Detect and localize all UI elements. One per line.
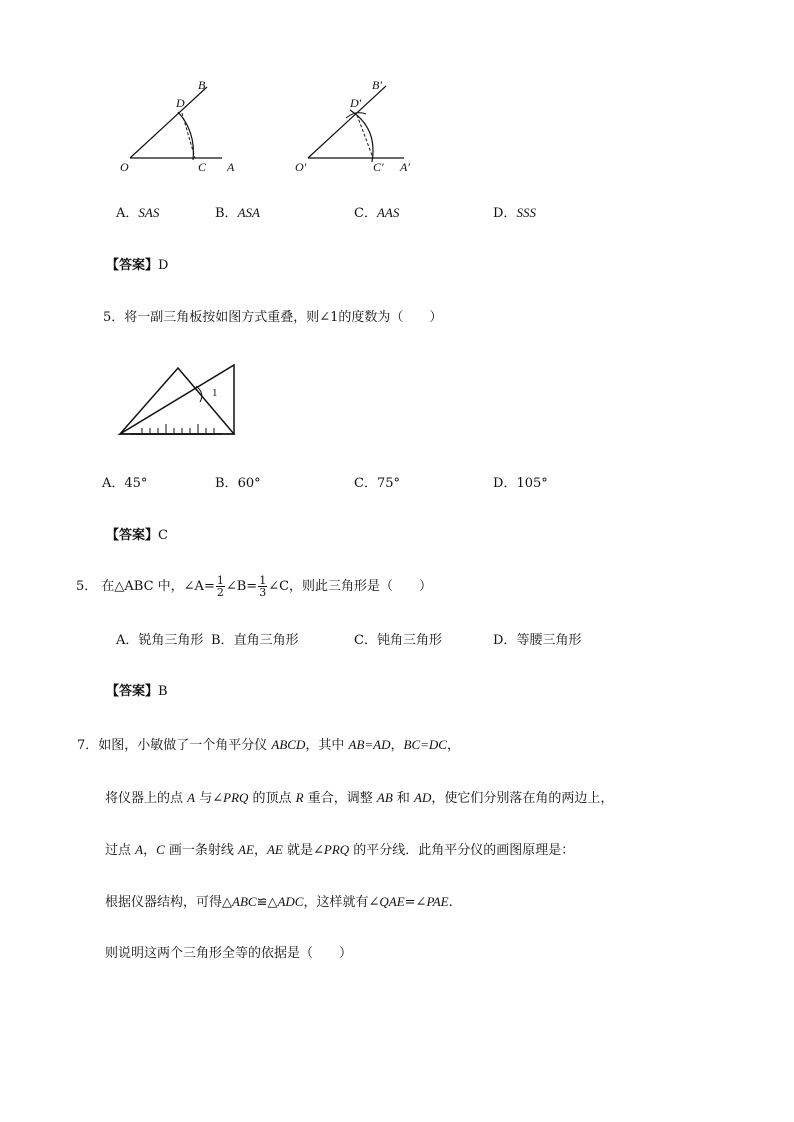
- label-A: A: [227, 160, 235, 174]
- q5a-answer-label: 【答案】: [106, 528, 159, 543]
- q7-l2-b: A: [187, 790, 196, 805]
- label-C: C: [198, 160, 207, 174]
- q5b-option-d-key: D．: [493, 633, 517, 648]
- label-B: B: [198, 78, 206, 92]
- q4-option-c-key: C．: [354, 206, 377, 221]
- q7-l3-k: 的平分线．此角平分仪的画图原理是：: [349, 843, 575, 858]
- q5b-prefix: 5． 在△ABC 中，∠A=: [76, 579, 215, 594]
- q7-l1-d: AB=AD: [348, 737, 391, 752]
- q7-l3-f: AE: [238, 842, 254, 857]
- frac2-numerator: 1: [259, 574, 267, 587]
- q7-l4-f: QAE: [379, 894, 405, 909]
- q5a-answer-value: C: [158, 528, 168, 543]
- q7-l3-i: 就是∠: [282, 843, 324, 858]
- q4-option-b-value: ASA: [237, 205, 260, 220]
- q7-l2-i: 和: [392, 791, 415, 806]
- q4-option-a-value: SAS: [138, 205, 160, 220]
- q5a-option-c-key: C．: [354, 476, 377, 491]
- large-set-square: [120, 365, 234, 434]
- q5a-option-c-value: 75°: [376, 476, 400, 491]
- q7-l2-k: ，使它们分别落在角的两边上，: [431, 791, 614, 806]
- q7-line-5: 则说明这两个三角形全等的依据是（ ）: [105, 946, 353, 961]
- q5a-answer: [106, 528, 168, 544]
- q5b-option-a-key: A．: [116, 633, 139, 648]
- angle-1-label: 1: [212, 387, 218, 399]
- frac1-numerator: 1: [216, 574, 224, 587]
- q7-l4-e: ，这样就有∠: [303, 895, 380, 910]
- label-A-prime: A′: [400, 160, 410, 174]
- q5a-option-b-value: 60°: [237, 476, 261, 491]
- q7-l3-b: A: [135, 842, 144, 857]
- q7-l4-h: PAE: [426, 894, 449, 909]
- frac2-denominator: 3: [259, 586, 267, 599]
- q7-l1-c: ，其中: [305, 738, 349, 753]
- q5b-answer: [106, 684, 168, 700]
- label-D-prime: D′: [350, 96, 362, 110]
- q4-answer-label: 【答案】: [106, 258, 159, 273]
- q4-option-a-key: A．: [116, 206, 139, 221]
- q5b-option-a[interactable]: [116, 633, 203, 649]
- q5b-option-b[interactable]: [211, 633, 299, 649]
- q5b-middle: ∠B=: [225, 579, 258, 594]
- q7-l2-j: AD: [414, 790, 432, 805]
- frac1-denominator: 2: [216, 586, 224, 599]
- q7-l4-c: ≌△: [256, 895, 278, 910]
- q5b-option-c-key: C．: [354, 633, 377, 648]
- q5b-answer-label: 【答案】: [106, 684, 159, 699]
- q5a-option-c[interactable]: [354, 476, 400, 492]
- q7-l2-e: 的顶点: [248, 791, 296, 806]
- q5a-option-d-value: 105°: [516, 476, 548, 491]
- q4-option-c-value: AAS: [376, 205, 400, 220]
- q5b-option-c[interactable]: [354, 633, 442, 649]
- q7-l1-e: ，: [390, 738, 404, 753]
- q5b-option-c-value: 钝角三角形: [376, 633, 442, 648]
- q7-l2-d: PRQ: [223, 790, 249, 805]
- q4-option-d-value: SSS: [516, 205, 536, 220]
- q5a-question-text: 5．将一副三角板按如图方式重叠，则∠1的度数为（ ）: [103, 310, 443, 325]
- q7-l3-c: ，: [143, 843, 157, 858]
- label-C-prime: C′: [373, 160, 384, 174]
- fraction-one-half: [216, 575, 225, 598]
- q7-l1-b: ABCD: [271, 737, 306, 752]
- q5b-option-b-key: B．: [211, 633, 234, 648]
- q4-option-d-key: D．: [493, 206, 517, 221]
- q5b-option-d-value: 等腰三角形: [516, 633, 582, 648]
- q7-l1-g: ，: [446, 738, 460, 753]
- q5a-option-a-key: A．: [102, 476, 125, 491]
- q5a-option-a-value: 45°: [124, 476, 148, 491]
- label-O: O: [120, 160, 129, 174]
- q7-l4-b: ABC: [232, 894, 257, 909]
- q7-line-1: [77, 737, 460, 754]
- q5a-option-a[interactable]: [102, 476, 147, 492]
- q5b-answer-value: B: [158, 684, 168, 699]
- fraction-one-third: [258, 575, 267, 598]
- q5b-question-text: [76, 574, 432, 600]
- ruler-ticks: [142, 424, 214, 434]
- q7-l3-e: 画一条射线: [164, 843, 239, 858]
- q7-l2-c: 与∠: [195, 791, 224, 806]
- q5a-option-b[interactable]: [215, 476, 261, 492]
- q5b-option-d[interactable]: [493, 633, 581, 649]
- q5b-option-a-value: 锐角三角形: [138, 633, 204, 648]
- q5a-option-d-key: D．: [493, 476, 517, 491]
- q7-l1-f: BC=DC: [403, 737, 447, 752]
- q7-l2-h: AB: [376, 790, 393, 805]
- q7-l3-a: 过点: [105, 843, 136, 858]
- q7-line-4: [105, 894, 453, 911]
- q7-l2-a: 将仪器上的点: [105, 791, 188, 806]
- q5a-option-d[interactable]: [493, 476, 548, 492]
- q7-l4-d: ADC: [277, 894, 304, 909]
- q7-l1-a: 7．如图，小敏做了一个角平分仪: [77, 738, 272, 753]
- label-D: D: [176, 96, 185, 110]
- q4-option-b-key: B．: [215, 206, 238, 221]
- label-O-prime: O′: [295, 160, 307, 174]
- q7-l3-j: PRQ: [323, 842, 350, 857]
- q5b-suffix: ∠C，则此三角形是（ ）: [268, 579, 433, 594]
- q7-l3-d: C: [156, 842, 165, 857]
- q7-l4-g: =∠: [404, 895, 427, 910]
- q7-l4-i: .: [448, 895, 453, 910]
- q5a-option-b-key: B．: [215, 476, 238, 491]
- q7-line-3: [105, 842, 574, 859]
- q7-l2-f: R: [295, 790, 304, 805]
- q5b-option-b-value: 直角三角形: [233, 633, 299, 648]
- q4-answer-value: D: [158, 258, 169, 273]
- q7-l3-g: ，: [253, 843, 267, 858]
- q7-line-2: [105, 790, 613, 807]
- q7-l4-a: 根据仪器结构，可得△: [105, 895, 232, 910]
- label-B-prime: B′: [372, 78, 382, 92]
- q7-l2-g: 重合，调整: [303, 791, 377, 806]
- q7-l3-h: AE: [266, 842, 283, 857]
